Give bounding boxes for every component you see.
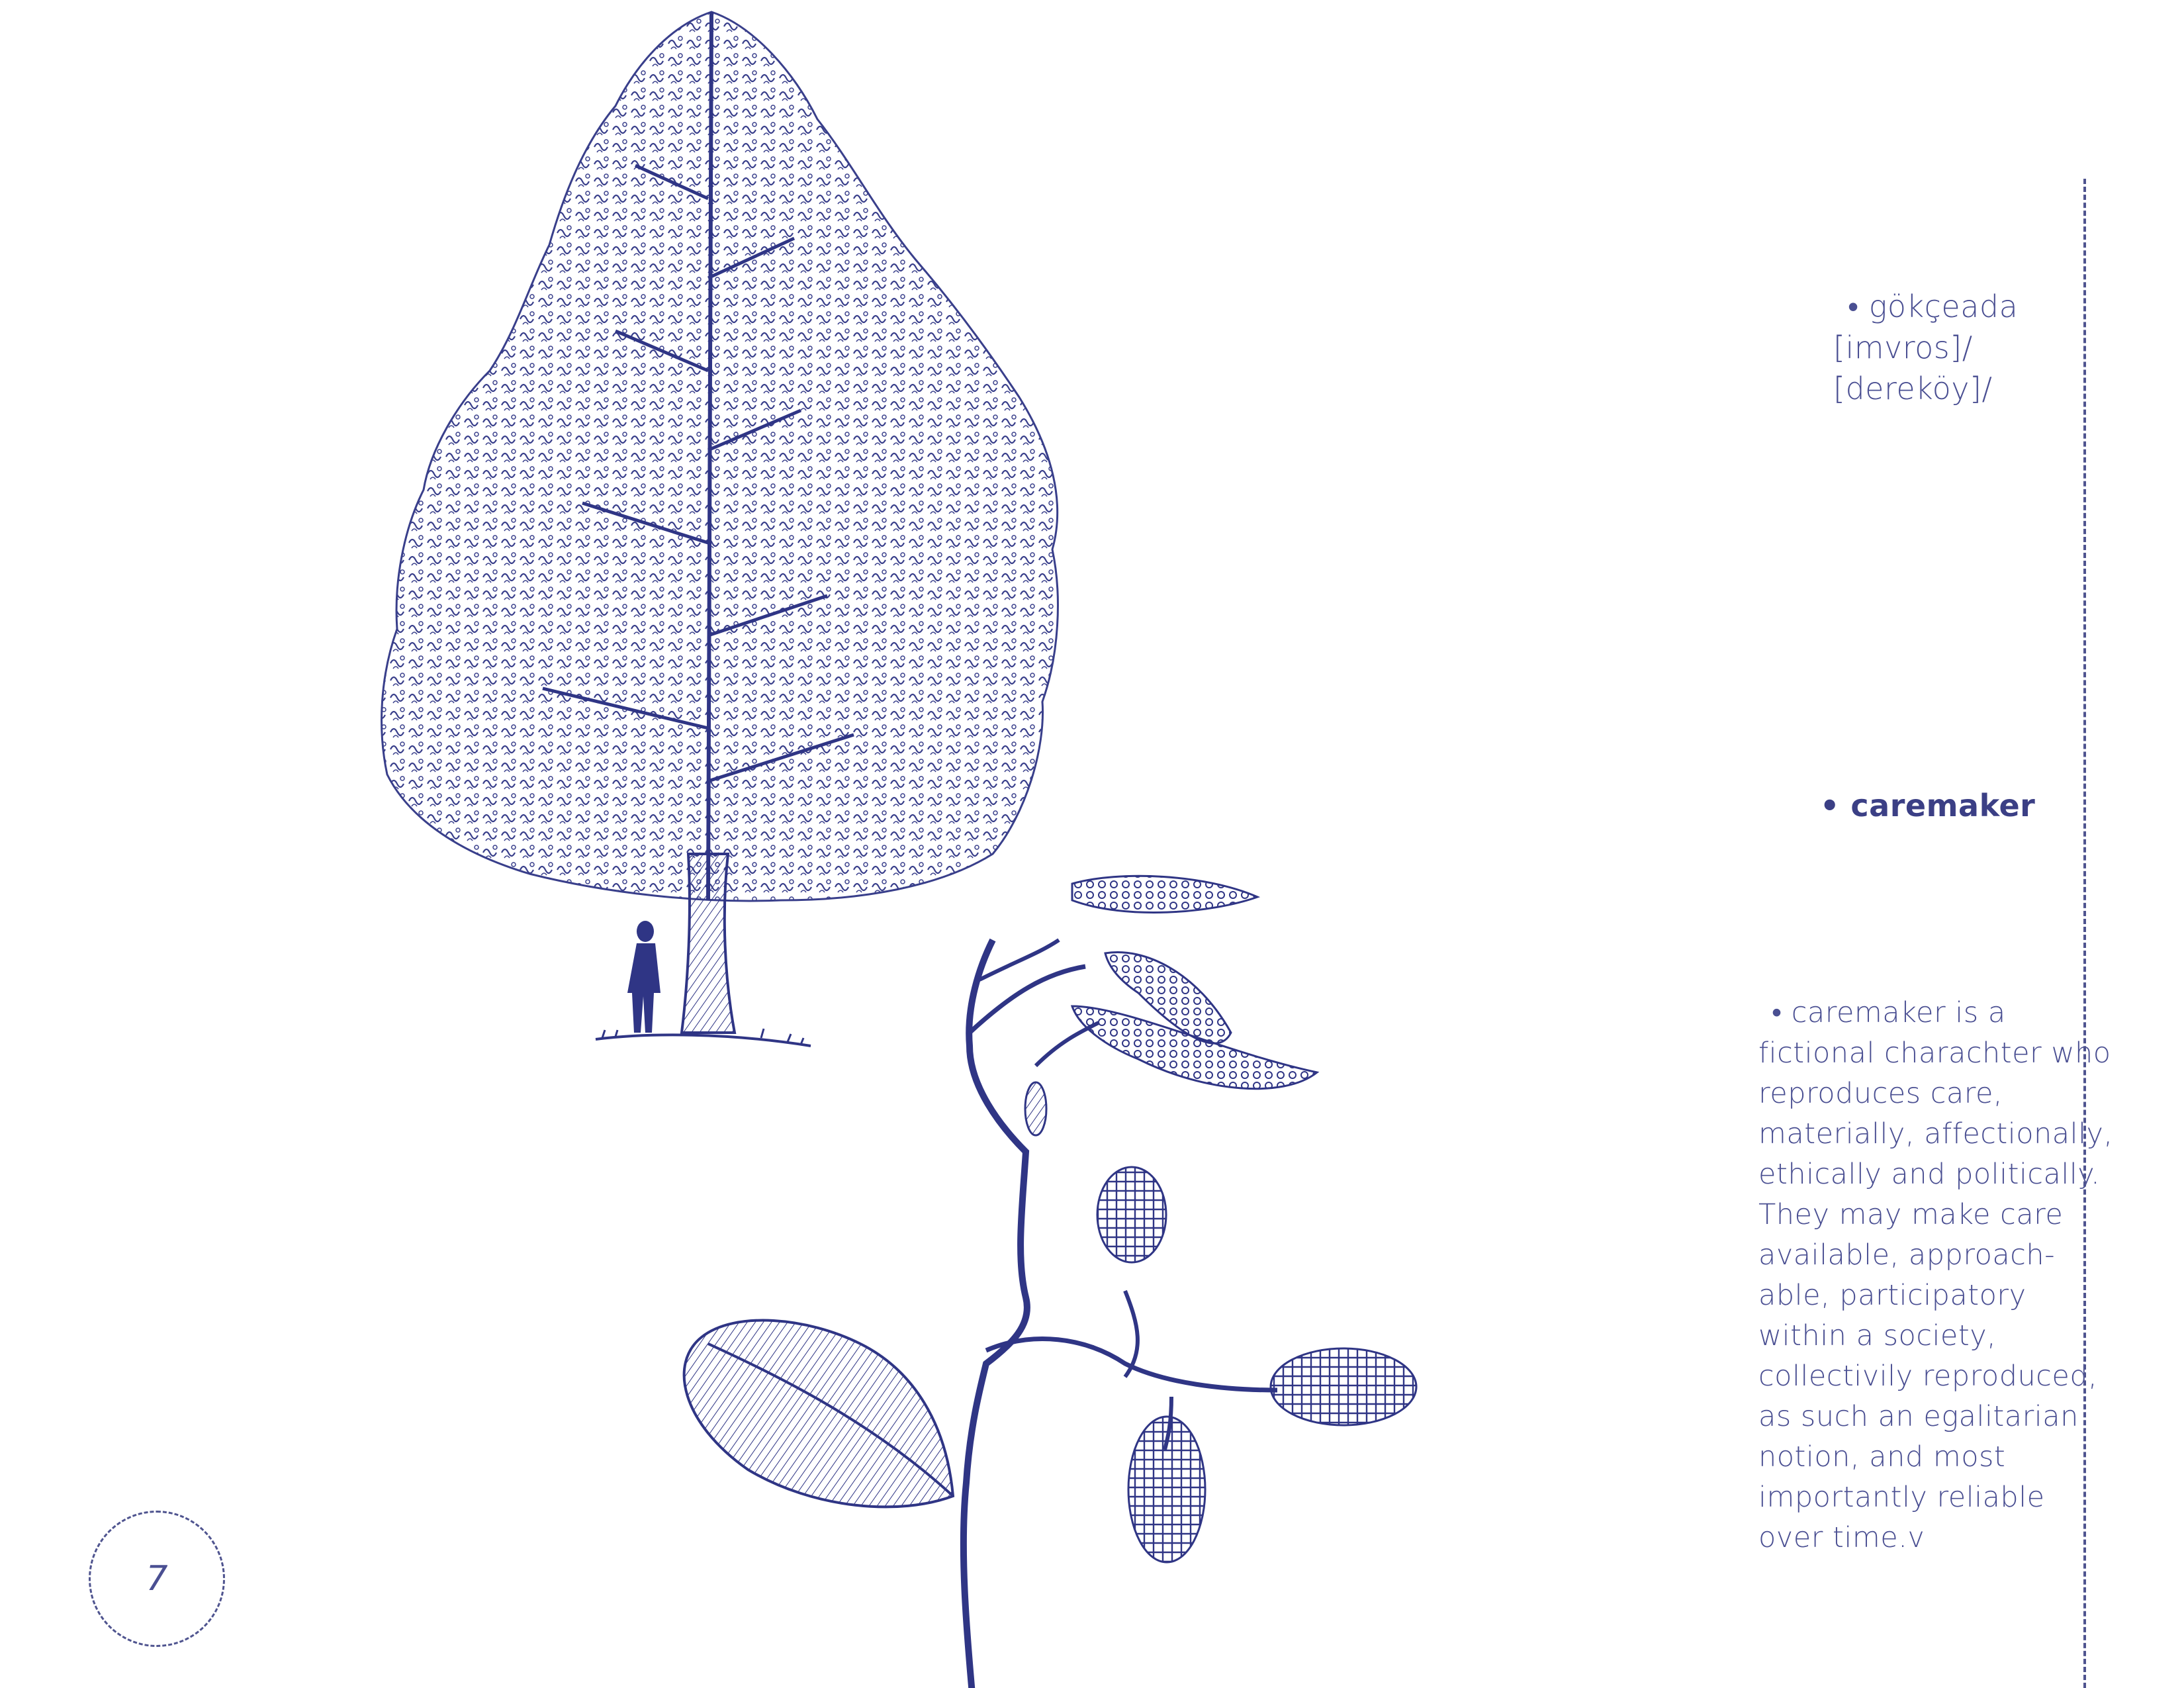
definition-line: materially, affectionally,	[1758, 1117, 2113, 1150]
page-number: 7	[146, 1559, 168, 1599]
caremaker-definition	[1758, 993, 2113, 1558]
definition-line: They may make care	[1758, 1198, 2064, 1231]
definition-line: • caremaker is a	[1772, 996, 2006, 1029]
alder-branch-icon	[684, 876, 1416, 1688]
tree-with-person-icon	[382, 12, 1058, 1046]
definition-line: notion, and most	[1758, 1440, 2006, 1474]
definition-line: within a society,	[1758, 1319, 1997, 1352]
location-line: [dereköy]/	[1833, 371, 1993, 406]
definition-line: able, participatory	[1758, 1279, 2026, 1312]
definition-line: ethically and politically.	[1758, 1158, 2101, 1191]
page-number-badge	[89, 1511, 225, 1647]
definition-line: importantly reliable	[1758, 1481, 2045, 1514]
definition-line: collectivily reproduced,	[1758, 1360, 2098, 1393]
caremaker-heading: • caremaker	[1820, 788, 2036, 823]
location-line: • gökçeada	[1848, 289, 2019, 324]
definition-line: fictional charachter who	[1758, 1037, 2111, 1070]
definition-line: as such an egalitarian	[1758, 1400, 2079, 1433]
definition-line: reproduces care,	[1758, 1077, 2003, 1110]
location-text	[1833, 286, 2018, 409]
definition-line: over time.v	[1758, 1521, 1925, 1554]
margin-dashed-rule	[2083, 179, 2086, 1688]
location-line: [imvros]/	[1833, 330, 1973, 365]
definition-line: available, approach-	[1758, 1239, 2056, 1272]
